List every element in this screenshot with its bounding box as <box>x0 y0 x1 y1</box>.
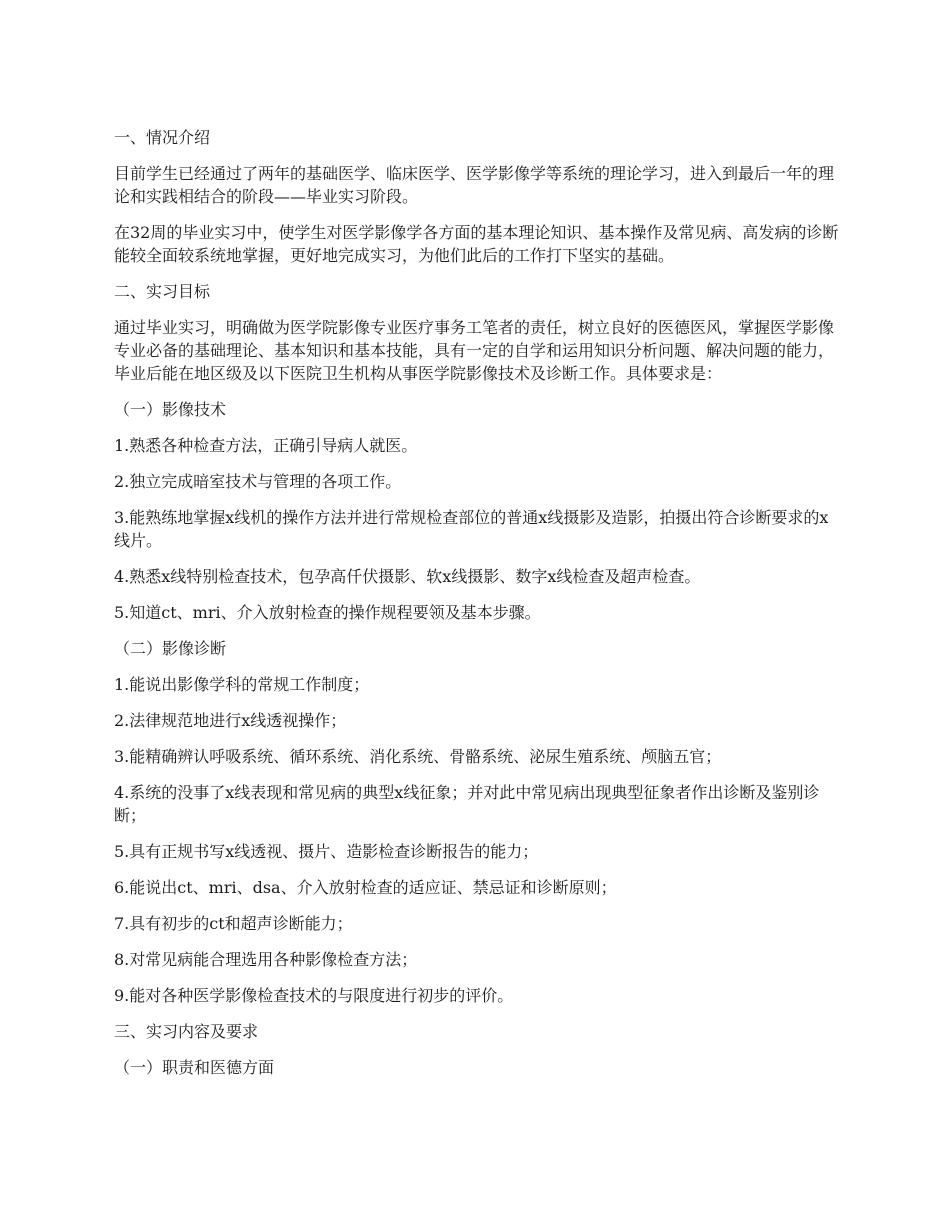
list-item: 2.法律规范地进行x线透视操作； <box>114 711 347 730</box>
subsection-heading: （一）职责和医德方面 <box>114 1058 275 1077</box>
subsection-heading: （一）影像技术 <box>114 400 227 419</box>
list-item: 8.对常见病能合理选用各种影像检查方法； <box>114 950 418 969</box>
list-item: 1.能说出影像学科的常规工作制度； <box>114 675 370 694</box>
list-item: 3.能精确辨认呼吸系统、循环系统、消化系统、骨骼系统、泌尿生殖系统、颅脑五官； <box>114 747 722 766</box>
section-heading: 一、情况介绍 <box>114 128 211 147</box>
paragraph: 目前学生已经通过了两年的基础医学、临床医学、医学影像学等系统的理论学习，进入到最后一年的理论和实践相结合的阶段——毕业实习阶段。 <box>114 164 835 206</box>
paragraph: 通过毕业实习，明确做为医学院影像专业医疗事务工笔者的责任，树立良好的医德医风，掌握医学影像专业必备的基础理论、基本知识和基本技能，具有一定的自学和运用知识分析问题、解决问题的能力，毕业后能在地区级及以下医院卫生机构从事医学院影像技术及诊断工作。具体要求是： <box>114 318 835 383</box>
list-item: 4.熟悉x线特别检查技术，包孕高仟伏摄影、软x线摄影、数字x线检查及超声检查。 <box>114 567 701 586</box>
list-item: 1.熟悉各种检查方法，正确引导病人就医。 <box>114 436 418 455</box>
section-heading: 三、实习内容及要求 <box>114 1022 259 1041</box>
list-item: 5.具有正规书写x线透视、摄片、造影检查诊断报告的能力； <box>114 842 539 861</box>
list-item: 5.知道ct、mri、介入放射检查的操作规程要领及基本步骤。 <box>114 603 541 622</box>
list-item: 3.能熟练地掌握x线机的操作方法并进行常规检查部位的普通x线摄影及造影，拍摄出符合诊断要求的x线片。 <box>114 508 829 550</box>
document-body <box>114 126 844 1092</box>
list-item: 7.具有初步的ct和超声诊断能力； <box>114 914 353 933</box>
paragraph: 在32周的毕业实习中，使学生对医学影像学各方面的基本理论知识、基本操作及常见病、高发病的诊断能较全面较系统地掌握，更好地完成实习，为他们此后的工作打下坚实的基础。 <box>114 223 839 265</box>
subsection-heading: （二）影像诊断 <box>114 639 227 658</box>
list-item: 9.能对各种医学影像检查技术的与限度进行初步的评价。 <box>114 986 514 1005</box>
list-item: 6.能说出ct、mri、dsa、介入放射检查的适应证、禁忌证和诊断原则； <box>114 878 617 897</box>
list-item: 4.系统的没事了x线表现和常见病的典型x线征象；并对此中常见病出现典型征象者作出诊断及鉴别诊断； <box>114 783 820 825</box>
section-heading: 二、实习目标 <box>114 282 211 301</box>
list-item: 2.独立完成暗室技术与管理的各项工作。 <box>114 472 402 491</box>
